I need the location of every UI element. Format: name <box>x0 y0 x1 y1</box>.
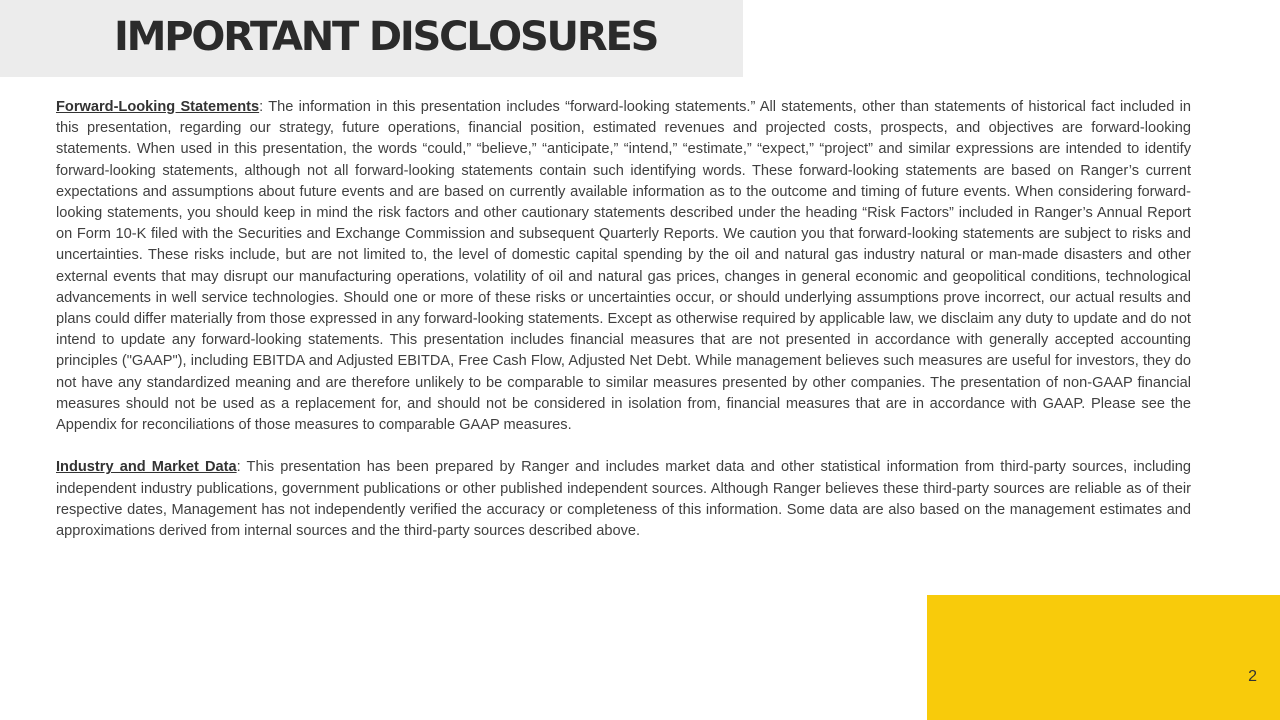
accent-block <box>927 595 1280 720</box>
disclosures-body <box>56 97 1191 542</box>
forward-looking-text: The information in this presentation includes “forward-looking statements.” All statements, other than statements of historical fact included in this presentation, regarding our strategy, future operations, financial position, estimated revenues and projected costs, prospects, and objectives are forward-looking statements. When used in this presentation, the words “could,” “believe,” “anticipate,” “intend,” “estimate,” “expect,” “project” and similar expressions are intended to identify forward-looking statements, although not all forward-looking statements contain such identifying words. These forward-looking statements are based on Ranger’s current expectations and assumptions about future events and are based on currently available information as to the outcome and timing of future events. When considering forward-looking statements, you should keep in mind the risk factors and other cautionary statements described under the heading “Risk Factors” included in Ranger’s Annual Report on Form 10-K filed with the Securities and Exchange Commission and subsequent Quarterly Reports. We caution you that forward-looking statements are subject to risks and uncertainties. These risks include, but are not limited to, the level of domestic capital spending by the oil and natural gas industry natural or man-made disasters and other external events that may disrupt our manufacturing operations, volatility of oil and natural gas prices, changes in general economic and geopolitical conditions, technological advancements in well service technologies. Should one or more of these risks or uncertainties occur, or should underlying assumptions prove incorrect, our actual results and plans could differ materially from those expressed in any forward-looking statements. Except as otherwise required by applicable law, we disclaim any duty to update and do not intend to update any forward-looking statements. This presentation includes financial measures that are not presented in accordance with generally accepted accounting principles ("GAAP"), including EBITDA and Adjusted EBITDA, Free Cash Flow, Adjusted Net Debt. While management believes such measures are useful for investors, they do not have any standardized meaning and are therefore unlikely to be comparable to similar measures presented by other companies. The presentation of non-GAAP financial measures should not be used as a replacement for, and should not be considered in isolation from, financial measures that are in accordance with GAAP. Please see the Appendix for reconciliations of those measures to comparable GAAP measures. <box>56 99 1191 434</box>
page-title: IMPORTANT DISCLOSURES <box>114 14 658 60</box>
page-number: 2 <box>1248 668 1257 685</box>
industry-market-text: This presentation has been prepared by Ranger and includes market data and other statistical information from third-party sources, including independent industry publications, government publications or other published independent sources. Although Ranger believes these third-party sources are reliable as of their respective dates, Management has not independently verified the accuracy or completeness of this information. Some data are also based on the management estimates and approximations derived from internal sources and the third-party sources described above. <box>56 459 1191 540</box>
forward-looking-heading: Forward-Looking Statements <box>56 99 260 115</box>
industry-market-heading: Industry and Market Data <box>56 459 237 476</box>
title-band <box>0 0 743 77</box>
industry-market-separator: : <box>236 459 241 476</box>
industry-market-paragraph <box>56 457 1191 542</box>
forward-looking-separator: : <box>259 99 264 115</box>
forward-looking-paragraph <box>56 97 1191 436</box>
